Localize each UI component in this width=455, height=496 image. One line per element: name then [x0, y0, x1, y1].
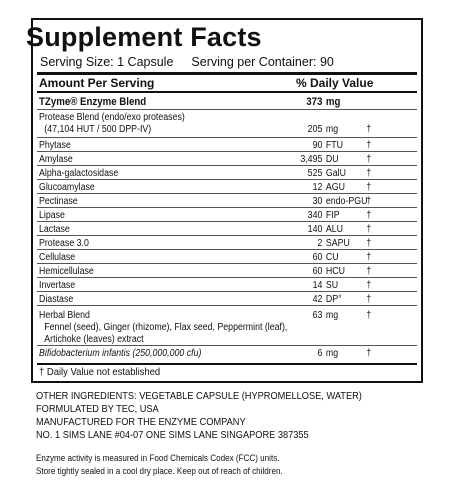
nutrient-name: Lipase [39, 210, 65, 221]
header-amount-per-serving: Amount Per Serving [39, 76, 155, 90]
row-divider [37, 221, 417, 222]
nutrient-unit: FTU [325, 140, 343, 151]
nutrient-name: Invertase [39, 280, 76, 291]
nutrient-name: Phytase [39, 140, 71, 151]
header-rule [37, 91, 417, 93]
nutrient-unit: mg [325, 310, 339, 321]
nutrient-daily-value: † [366, 140, 372, 151]
nutrient-row [39, 96, 370, 108]
row-divider [37, 193, 417, 194]
nutrient-unit: SU [325, 280, 339, 291]
nutrient-row [39, 348, 370, 360]
nutrient-amount: 140 [307, 224, 323, 235]
other-ingredients: OTHER INGREDIENTS: VEGETABLE CAPSULE (HYPROMELLOSE, WATER) [36, 390, 362, 402]
daily-value-footnote: † Daily Value not established [39, 366, 161, 378]
row-divider [37, 235, 417, 236]
nutrient-name: Artichoke (leaves) extract [44, 334, 144, 345]
nutrient-unit: FIP [325, 210, 340, 221]
nutrient-unit: CU [325, 252, 339, 263]
footer-rule [37, 363, 417, 365]
row-divider [37, 151, 417, 152]
nutrient-unit: GalU [325, 168, 346, 179]
nutrient-unit: ALU [325, 224, 343, 235]
manufactured-for: MANUFACTURED FOR THE ENZYME COMPANY [36, 416, 246, 428]
nutrient-amount: 3,495 [300, 154, 323, 165]
row-divider [37, 207, 417, 208]
nutrient-amount: 373 [306, 96, 323, 108]
panel-title: Supplement Facts [26, 22, 262, 52]
address: NO. 1 SIMS LANE #04-07 ONE SIMS LANE SINGAPORE 387355 [36, 429, 309, 441]
servings-per-container: Serving per Container: 90 [191, 55, 334, 69]
nutrient-daily-value: † [366, 294, 372, 305]
nutrient-name: Bifidobacterium infantis (250,000,000 cfu) [39, 348, 202, 359]
nutrient-name: Glucoamylase [39, 182, 95, 193]
nutrient-daily-value: † [366, 154, 372, 165]
serving-size: Serving Size: 1 Capsule [40, 55, 174, 69]
row-divider [37, 165, 417, 166]
row-divider [37, 109, 417, 110]
nutrient-daily-value: † [366, 224, 372, 235]
nutrient-unit: endo-PGU [325, 196, 368, 207]
nutrient-unit: HCU [325, 266, 345, 277]
nutrient-daily-value: † [366, 196, 372, 207]
nutrient-name: Protease 3.0 [39, 238, 89, 249]
nutrient-amount: 340 [307, 210, 323, 221]
formulated-by: FORMULATED BY TEC, USA [36, 403, 159, 415]
nutrient-name: Cellulase [39, 252, 76, 263]
nutrient-unit: DP° [325, 294, 342, 305]
nutrient-amount: 12 [312, 182, 323, 193]
nutrient-amount: 205 [307, 124, 323, 135]
nutrient-daily-value: † [366, 252, 372, 263]
nutrient-daily-value: † [366, 348, 372, 359]
storage-note: Store tightly sealed in a cool dry place. Keep out of reach of children. [36, 466, 283, 476]
nutrient-name: Diastase [39, 294, 74, 305]
nutrient-daily-value: † [366, 168, 372, 179]
nutrient-unit: mg [325, 124, 339, 135]
nutrient-daily-value: † [366, 182, 372, 193]
nutrient-row [39, 310, 370, 322]
nutrient-unit: DU [325, 154, 339, 165]
nutrient-daily-value: † [366, 310, 372, 321]
nutrient-daily-value: † [366, 280, 372, 291]
nutrient-unit: AGU [325, 182, 345, 193]
row-divider [37, 137, 417, 138]
nutrient-name: Fennel (seed), Ginger (rhizome), Flax seed, Peppermint (leaf), [44, 322, 288, 333]
fcc-note: Enzyme activity is measured in Food Chemicals Codex (FCC) units. [36, 453, 280, 463]
nutrient-amount: 30 [312, 196, 323, 207]
row-divider [37, 291, 417, 292]
nutrient-name: Protease Blend (endo/exo proteases) [39, 112, 185, 123]
nutrient-unit: mg [325, 348, 339, 359]
nutrient-amount: 42 [312, 294, 323, 305]
thick-rule [37, 72, 417, 75]
nutrient-amount: 60 [312, 266, 323, 277]
nutrient-name: TZyme® Enzyme Blend [39, 96, 147, 108]
nutrient-amount: 60 [312, 252, 323, 263]
nutrient-daily-value: † [366, 266, 372, 277]
nutrient-name: Hemicellulase [39, 266, 94, 277]
nutrient-name: Lactase [39, 224, 70, 235]
nutrient-amount: 2 [317, 238, 323, 249]
nutrient-name: Amylase [39, 154, 73, 165]
row-divider [37, 345, 417, 346]
serving-info [40, 55, 334, 69]
row-divider [37, 305, 417, 306]
nutrient-name: Pectinase [39, 196, 78, 207]
nutrient-daily-value: † [366, 210, 372, 221]
nutrient-amount: 63 [312, 310, 323, 321]
nutrient-amount: 90 [312, 140, 323, 151]
nutrient-row [39, 322, 370, 334]
nutrient-row [39, 112, 370, 124]
nutrient-unit: mg [325, 96, 341, 108]
row-divider [37, 263, 417, 264]
nutrient-name: (47,104 HUT / 500 DPP-IV) [44, 124, 152, 135]
nutrient-daily-value: † [366, 238, 372, 249]
nutrient-amount: 14 [312, 280, 323, 291]
nutrient-daily-value: † [366, 124, 372, 135]
nutrient-name: Herbal Blend [39, 310, 90, 321]
row-divider [37, 277, 417, 278]
nutrient-amount: 6 [317, 348, 323, 359]
nutrient-amount: 525 [307, 168, 323, 179]
nutrient-row [39, 124, 370, 136]
header-daily-value: % Daily Value [296, 76, 374, 90]
nutrient-name: Alpha-galactosidase [39, 168, 119, 179]
nutrient-unit: SAPU [325, 238, 350, 249]
row-divider [37, 249, 417, 250]
row-divider [37, 179, 417, 180]
